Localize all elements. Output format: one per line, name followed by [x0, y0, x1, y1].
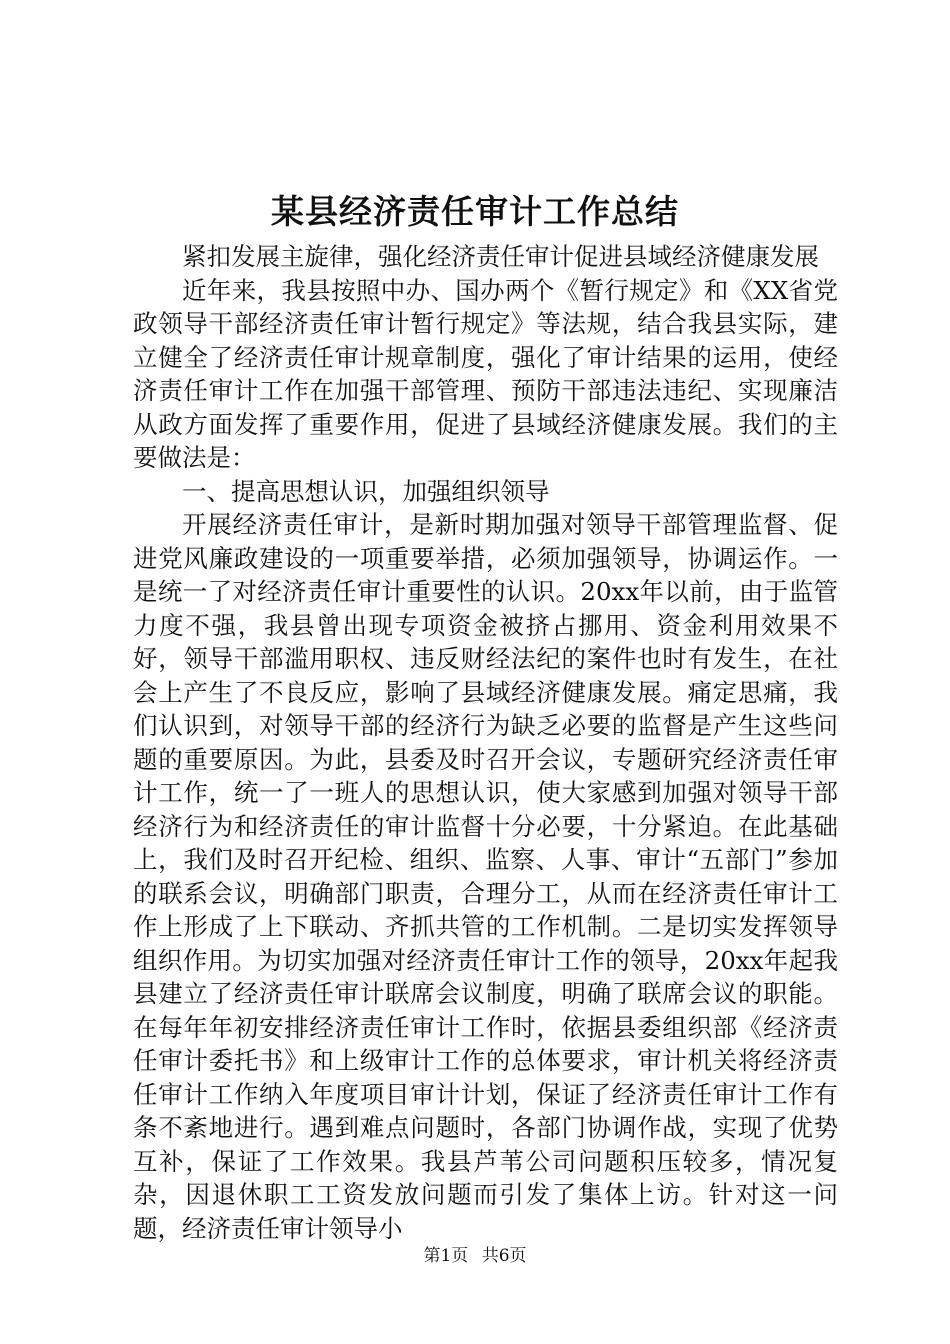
- section-heading: 一、提高思想认识，加强组织领导: [182, 476, 550, 506]
- intro-paragraph: 近年来，我县按照中办、国办两个《暂行规定》和《XX省党政领导干部经济责任审计暂行规定》等法规，结合我县实际，建立健全了经济责任审计规章制度，强化了审计结果的运用，使经济责任审计工作在加强干部管理、预防干部违法违纪、实现廉洁从政方面发挥了重要作用，促进了县域经济健康发展。我们的主要做法是：: [133, 275, 838, 472]
- subtitle-paragraph: 紧扣发展主旋律，强化经济责任审计促进县域经济健康发展: [182, 242, 819, 271]
- page-number: 第1页: [423, 1246, 469, 1266]
- document-body: [133, 240, 838, 1245]
- page-footer: [0, 1241, 950, 1266]
- document-title: 某县经济责任审计工作总结: [271, 192, 679, 231]
- body-paragraph: 开展经济责任审计，是新时期加强对领导干部管理监督、促进党风廉政建设的一项重要举措，必须加强领导，协调运作。一是统一了对经济责任审计重要性的认识。20xx年以前，由于监管力度不强，我县曾出现专项资金被挤占挪用、资金利用效果不好，领导干部滥用职权、违反财经法纪的案件也时有发生，在社会上产生了不良反应，影响了县域经济健康发展。痛定思痛，我们认识到，对领导干部的经济行为缺乏必要的监督是产生这些问题的重要原因。为此，县委及时召开会议，专题研究经济责任审计工作，统一了一班人的思想认识，使大家感到加强对领导干部经济行为和经济责任的审计监督十分必要，十分紧迫。在此基础上，我们及时召开纪检、组织、监察、人事、审计“五部门”参加的联系会议，明确部门职责，合理分工，从而在经济责任审计工作上形成了上下联动、齐抓共管的工作机制。二是切实发挥领导组织作用。为切实加强对经济责任审计工作的领导，20xx年起我县建立了经济责任审计联席会议制度，明确了联席会议的职能。在每年年初安排经济责任审计工作时，依据县委组织部《经济责任审计委托书》和上级审计工作的总体要求，审计机关将经济责任审计工作纳入年度项目审计计划，保证了经济责任审计工作有条不紊地进行。遇到难点问题时，各部门协调作战，实现了优势互补，保证了工作效果。我县芦苇公司问题积压较多，情况复杂，因退休职工工资发放问题而引发了集体上访。针对这一问题，经济责任审计领导小: [133, 510, 838, 1243]
- page-total: 共6页: [481, 1246, 527, 1266]
